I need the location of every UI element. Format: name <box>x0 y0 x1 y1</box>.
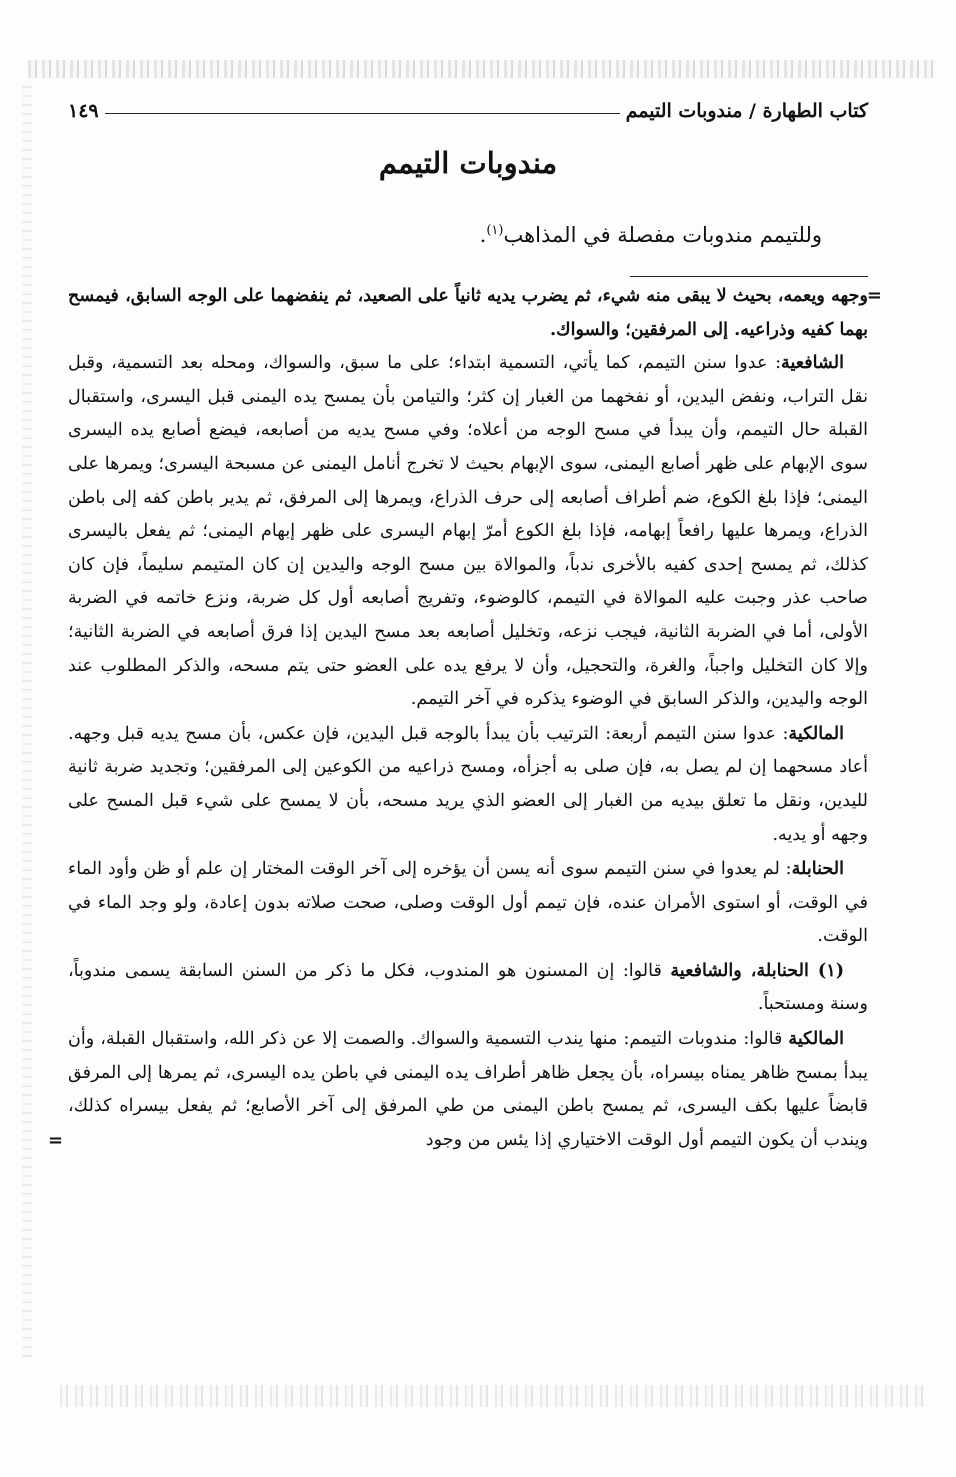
school-label-hanbali-shafii: (١) الحنابلة، والشافعية <box>670 959 845 981</box>
paragraph-maliki-mandub <box>48 1022 868 1157</box>
paragraph-shafii-text: : عدوا سنن التيمم، كما يأتي، التسمية ابتداء؛ على ما سبق، والسواك، ومحله بعد التسمية، وقبل نقل التراب، ونفض اليدين، أو نفخهما من الغبار إن كثر؛ والتيامن بأن يمسح يده اليمنى قبل اليسرى، واستقبال القبلة حال التيمم، وأن يبدأ في مسح الوجه من أعلاه؛ وفي مسح يديه من أصابعه، فيضع أصابع يده اليسرى سوى الإبهام على ظهر أصابع اليمنى، سوى الإبهام بحيث لا تخرج أنامل اليمنى عن مسبحة اليسرى؛ ويمرها على اليمنى؛ فإذا بلغ الكوع، ضم أطراف أصابعه إلى حرف الذراع، ويمرها إلى المرفق، ثم يدير باطن كفه إلى باطن الذراع، ويمرها عليها رافعاً إبهامه، فإذا بلغ الكوع أمرّ إبهام اليسرى على ظهر إبهام اليمنى؛ ثم يفعل باليسرى كذلك، ثم يمسح إحدى كفيه بالأخرى ندباً، والموالاة بين مسح الوجه واليدين إن كان المتيمم سليماً، فإن كان صاحب عذر وجبت عليه الموالاة في التيمم، كالوضوء، وتفريج أصابعه أول كل ضربة، ونزع خاتمه في الضربة الأولى، أما في الضربة الثانية، فيجب نزعه، وتخليل أصابعه بعد مسح اليدين إذا فرق أصابعه في الضربة الثانية؛ وإلا كان التخليل واجباً، والغرة، والتحجيل، وأن لا يرفع يده على العضو حتى يتم مسحه، والذكر المطلوب عند الوجه واليدين، والذكر السابق في الوضوء يذكره في آخر التيمم. <box>68 353 868 710</box>
running-header <box>68 86 868 122</box>
footnote-1-text: قالوا: إن المسنون هو المندوب، فكل ما ذكر من السنن السابقة يسمى مندوباً، وسنة ومستحباً. <box>68 960 868 1015</box>
footnote-1 <box>68 954 868 1022</box>
scan-noise-top <box>28 60 936 78</box>
page-number: ١٤٩ <box>68 100 99 122</box>
paragraph-shafii <box>68 346 868 717</box>
school-label-shafii: الشافعية <box>781 352 844 374</box>
footnote-ref: (١) <box>486 223 504 238</box>
school-label-hanbali: الحنابلة <box>791 858 844 880</box>
school-label-maliki-2: المالكية <box>788 1028 844 1050</box>
header-rule <box>105 113 620 114</box>
section-title: مندوبات التيمم <box>378 146 558 180</box>
paragraph-maliki <box>68 717 868 852</box>
paragraph-hanbali-text: : لم يعدوا في سنن التيمم سوى أنه يسن أن يؤخره إلى آخر الوقت المختار إن علم أو ظن وأود الماء في الوقت، أو استوى الأمران عنده، فإن تيمم أول الوقت وصلى، صحت صلاته بدون إعادة، ولو وجد الماء في الوقت. <box>68 859 868 947</box>
scan-noise-bottom <box>60 1385 926 1407</box>
continuation-mark-top: = <box>866 285 882 306</box>
header-title: كتاب الطهارة / مندوبات التيمم <box>625 100 868 122</box>
footnote-separator <box>630 276 868 277</box>
intro-text: وللتيمم مندوبات مفصلة في المذاهب <box>503 223 822 247</box>
intro-end: . <box>479 223 487 247</box>
document-page <box>48 86 882 1157</box>
scan-noise-left <box>22 80 32 1357</box>
paragraph-maliki-mandub-text: قالوا: مندوبات التيمم: منها يندب التسمية والسواك. والصمت إلا عن ذكر الله، واستقبال القبلة، وأن يبدأ بمسح ظاهر يمناه بيسراه، بأن يجعل ظاهر أطراف يده اليمنى في باطن يده اليسرى، ثم يمرها إلى المرفق قابضاً عليها بكف اليسرى، ثم يمسح باطن اليمنى من طي المرفق إلى آخر الأصابع؛ ثم يفعل بيسراه كذلك، ويندب أن يكون التيمم أول الوقت الاختياري إذا يئس من وجود <box>68 1029 868 1150</box>
paragraph-maliki-text: : عدوا سنن التيمم أربعة: الترتيب بأن يبدأ بالوجه قبل اليدين، فإن عكس، بأن مسح يديه قبل وجهه. أعاد مسحهما إن لم يصل به، فإن صلى به أجزأه، ومسح ذراعيه من الكوعين إلى المرفقين؛ وتجديد ضربة ثانية لليدين، ونقل ما تعلق بيديه من الغبار إلى العضو الذي يريد مسحه، بأن لا يمسح على شيء قبل المسح على وجهه أو يديه. <box>68 723 868 845</box>
footnote-body <box>48 279 882 1157</box>
paragraph-continuation <box>68 279 882 346</box>
paragraph-1-text: وجهه ويعمه، بحيث لا يبقى منه شيء، ثم يضرب يديه ثانياً على الصعيد، ثم ينفضهما على الوجه السابق، فيمسح بهما كفيه وذراعيه. إلى المرفقين؛ والسواك. <box>68 285 868 340</box>
paragraph-hanbali <box>68 852 868 954</box>
school-label-maliki: المالكية <box>788 722 844 744</box>
continuation-mark-bottom: = <box>48 1129 64 1151</box>
intro-sentence <box>68 212 868 254</box>
